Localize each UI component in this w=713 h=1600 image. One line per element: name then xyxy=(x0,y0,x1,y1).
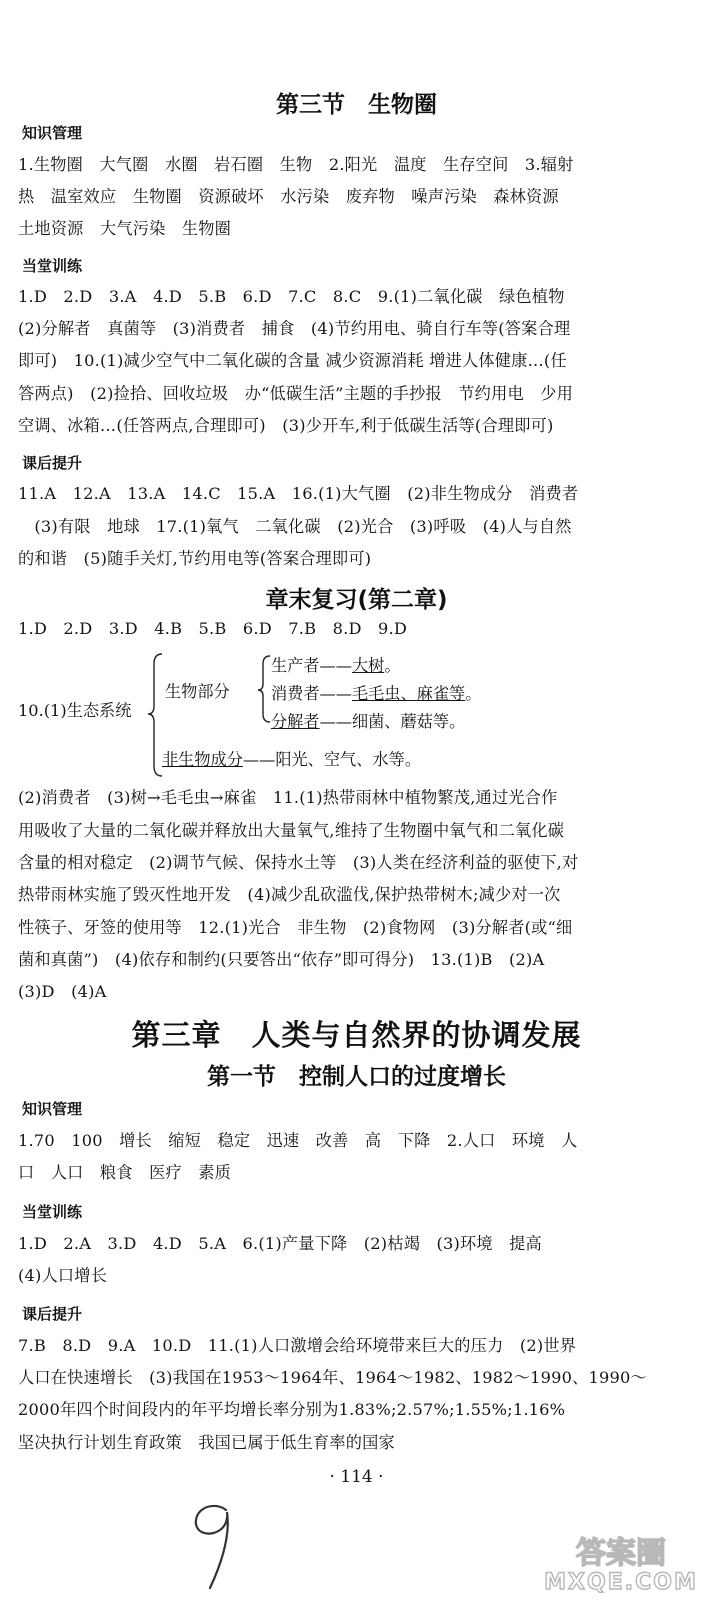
watermark-bottom-text: MXQE.COM xyxy=(544,1570,698,1593)
decomposer-row xyxy=(271,712,465,732)
heading-after-class: 课后提升 xyxy=(22,454,83,472)
heading-knowledge: 知识管理 xyxy=(22,124,83,142)
text-line: 性筷子、牙签的使用等 12.(1)光合 非生物 (2)食物网 (3)分解者(或“细 xyxy=(18,918,573,937)
text-line: 即可) 10.(1)减少空气中二氧化碳的含量 减少资源消耗 增进人体健康…(任 xyxy=(18,351,567,370)
consumer-label: 消费者—— xyxy=(271,684,352,703)
text-line: 1.生物圈 大气圈 水圈 岩石圈 生物 2.阳光 温度 生存空间 3.辐射 xyxy=(18,155,574,174)
heading-class-practice: 当堂训练 xyxy=(22,257,83,275)
text-line: 坚决执行计划生育政策 我国已属于低生育率的国家 xyxy=(18,1433,395,1452)
text-line: 菌和真菌”) (4)依存和制约(只要答出“依存”即可得分) 13.(1)B (2)A xyxy=(18,950,545,969)
producer-answer: 大树 xyxy=(351,656,385,675)
text-line: 空调、冰箱…(任答两点,合理即可) (3)少开车,利于低碳生活等(合理即可) xyxy=(18,416,554,435)
period: 。 xyxy=(384,656,401,675)
period: 。 xyxy=(465,684,482,703)
text-line: 含量的相对稳定 (2)调节气候、保持水土等 (3)人类在经济利益的驱使下,对 xyxy=(18,853,579,872)
period: 。 xyxy=(449,712,466,731)
decomposer-answer: 分解者 xyxy=(271,712,320,731)
page-number: · 114 · xyxy=(329,1467,384,1487)
text-line: (3)D (4)A xyxy=(18,982,107,1001)
text-line: 1.D 2.A 3.D 4.D 5.A 6.(1)产量下降 (2)枯竭 (3)环境 提高 xyxy=(18,1234,542,1253)
text-line: (2)分解者 真菌等 (3)消费者 捕食 (4)节约用电、骑自行车等(答案合理 xyxy=(18,319,571,338)
text-line: 1.D 2.D 3.A 4.D 5.B 6.D 7.C 8.C 9.(1)二氧化碳 绿色植物 xyxy=(18,287,565,306)
text-line: 口 人口 粮食 医疗 素质 xyxy=(18,1163,232,1182)
text-line: 1.D 2.D 3.D 4.B 5.B 6.D 7.B 8.D 9.D xyxy=(18,619,408,638)
heading-knowledge: 知识管理 xyxy=(22,1100,83,1118)
chapter-title: 第三章 人类与自然界的协调发展 xyxy=(131,1018,582,1052)
consumer-row xyxy=(271,684,481,704)
heading-class-practice: 当堂训练 xyxy=(22,1203,83,1221)
watermark-top-text: 答案圈 xyxy=(576,1536,666,1571)
bio-part-label: 生物部分 xyxy=(165,682,230,701)
abiotic-text: ——阳光、空气、水等 xyxy=(242,750,405,769)
abiotic-answer: 非生物成分 xyxy=(162,750,243,769)
text-line: 人口在快速增长 (3)我国在1953～1964年、1964～1982、1982～1990、1990～ xyxy=(18,1368,647,1387)
text-line: 11.A 12.A 13.A 14.C 15.A 16.(1)大气圈 (2)非生物成分 消费者 xyxy=(18,484,579,503)
text-line: (3)有限 地球 17.(1)氧气 二氧化碳 (2)光合 (3)呼吸 (4)人与自然 xyxy=(18,517,572,536)
text-line: 1.70 100 增长 缩短 稳定 迅速 改善 高 下降 2.人口 环境 人 xyxy=(18,1131,578,1150)
producer-label: 生产者—— xyxy=(271,656,352,675)
handwritten-nine-mark xyxy=(186,1498,256,1594)
q10-label: 10.(1)生态系统 xyxy=(18,701,132,720)
producer-row xyxy=(271,656,401,676)
text-line: 热 温室效应 生物圈 资源破坏 水污染 废弃物 噪声污染 森林资源 xyxy=(18,187,559,206)
review-title: 章末复习(第二章) xyxy=(265,587,448,613)
text-line: 用吸收了大量的二氧化碳并释放出大量氧气,维持了生物圈中氧气和二氧化碳 xyxy=(18,821,565,840)
text-line: 的和谐 (5)随手关灯,节约用电等(答案合理即可) xyxy=(18,549,372,568)
text-line: 7.B 8.D 9.A 10.D 11.(1)人口激增会给环境带来巨大的压力 (2)世界 xyxy=(18,1336,577,1355)
consumer-answer: 毛毛虫、麻雀等 xyxy=(351,684,466,703)
heading-after-class: 课后提升 xyxy=(22,1305,83,1323)
watermark-logo xyxy=(537,1533,705,1593)
decomposer-text: ——细菌、蘑菇等 xyxy=(319,712,450,731)
text-line: (2)消费者 (3)树→毛毛虫→麻雀 11.(1)热带雨林中植物繁茂,通过光合作 xyxy=(18,788,558,807)
section-title-population: 第一节 控制人口的过度增长 xyxy=(207,1064,506,1090)
text-line: (4)人口增长 xyxy=(18,1266,108,1285)
section-title-biosphere: 第三节 生物圈 xyxy=(276,92,437,118)
abiotic-row xyxy=(162,750,421,770)
text-line: 土地资源 大气污染 生物圈 xyxy=(18,219,232,238)
period: 。 xyxy=(404,750,421,769)
text-line: 2000年四个时间段内的年平均增长率分别为1.83%;2.57%;1.55%;1.16% xyxy=(18,1400,566,1419)
text-line: 答两点) (2)捡拾、回收垃圾 办“低碳生活”主题的手抄报 节约用电 少用 xyxy=(18,384,574,403)
watermark-graphic xyxy=(537,1533,705,1593)
text-line: 热带雨林实施了毁灭性地开发 (4)减少乱砍滥伐,保护热带树木;减少对一次 xyxy=(18,885,561,904)
